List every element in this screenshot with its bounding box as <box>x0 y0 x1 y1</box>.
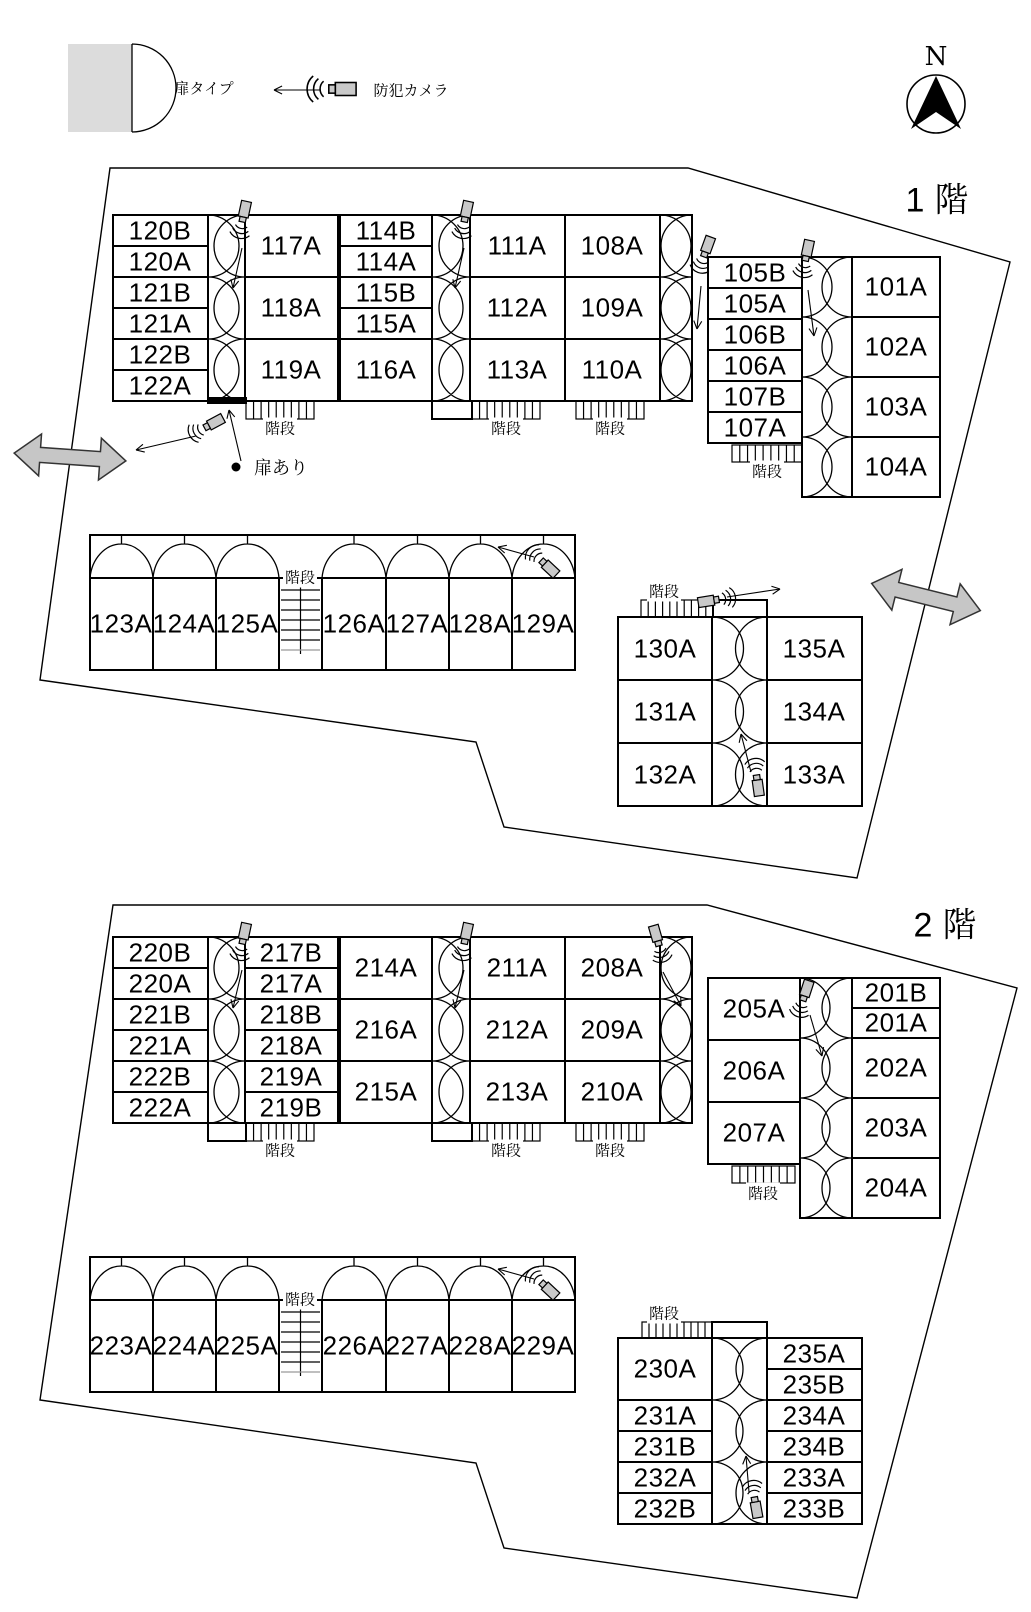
camera-direction-arrow <box>136 436 196 452</box>
room-label: 232B <box>633 1493 697 1524</box>
room-label: 216A <box>354 1014 418 1045</box>
stairs-label: 階段 <box>489 418 523 439</box>
stairs-label: 階段 <box>263 418 297 439</box>
security-camera-icon <box>229 199 256 240</box>
room-label: 109A <box>580 292 644 323</box>
room-label: 116A <box>355 354 417 385</box>
room-label: 106B <box>723 319 787 350</box>
room-label: 210A <box>580 1076 644 1107</box>
room-label: 112A <box>486 292 548 323</box>
stairs-label: 階段 <box>283 1289 317 1310</box>
room-label: 234A <box>782 1400 846 1431</box>
stairs-label: 階段 <box>647 1303 681 1324</box>
room-label: 126A <box>322 608 386 639</box>
stairs-label: 階段 <box>489 1140 523 1161</box>
room-label: 229A <box>511 1330 575 1361</box>
legend-door-type-label: 扉タイプ <box>174 80 234 98</box>
room-label: 223A <box>89 1330 153 1361</box>
stairs-label: 階段 <box>263 1140 297 1161</box>
stairs-label: 階段 <box>746 1183 780 1204</box>
room-label: 102A <box>864 331 928 362</box>
room-label: 119A <box>260 354 322 385</box>
room-label: 214A <box>354 952 418 983</box>
room-label: 107A <box>723 412 787 443</box>
room-label: 131A <box>633 696 697 727</box>
door-swing-arcs <box>802 257 852 497</box>
stairs-icon <box>472 401 540 419</box>
room-label: 121B <box>128 277 192 308</box>
camera-direction-arrow <box>231 970 242 1008</box>
entrance-arrow <box>13 432 128 482</box>
room-label: 222A <box>128 1092 192 1123</box>
room-label: 226A <box>322 1330 386 1361</box>
room-label: 134A <box>782 696 846 727</box>
stairs-icon <box>246 1123 314 1141</box>
room-label: 111A <box>487 230 547 261</box>
room-label: 233B <box>782 1493 846 1524</box>
room-label: 201A <box>864 1007 928 1038</box>
room-label: 211A <box>486 952 548 983</box>
room-label: 201B <box>864 977 928 1008</box>
room-label: 115B <box>355 277 417 308</box>
room-label: 115A <box>355 308 417 339</box>
room-label: 207A <box>722 1117 786 1148</box>
stairs-icon <box>732 445 802 462</box>
camera-direction-arrow <box>727 586 780 597</box>
room-label: 105B <box>723 257 787 288</box>
door-swing-arcs <box>712 1338 767 1524</box>
camera-direction-arrow <box>227 410 241 461</box>
room-label: 122A <box>128 370 192 401</box>
floor2-title: 2階 <box>913 906 987 945</box>
room-label: 209A <box>580 1014 644 1045</box>
door-swing-arcs <box>660 215 692 401</box>
security-camera-icon <box>697 587 737 613</box>
door-note-bullet <box>232 463 241 472</box>
legend-camera-label: 防犯カメラ <box>373 82 449 100</box>
door-swing-arcs <box>432 215 470 401</box>
room-label: 129A <box>511 608 575 639</box>
legend-door-type-icon <box>68 44 176 132</box>
building-block-outline <box>713 600 767 617</box>
building-block-outline <box>208 1123 246 1141</box>
room-label: 104A <box>864 451 928 482</box>
room-label: 122B <box>128 339 192 370</box>
building-block-outline <box>802 257 852 497</box>
room-label: 203A <box>864 1112 928 1143</box>
room-label: 204A <box>864 1172 928 1203</box>
stairs-label: 階段 <box>750 461 784 482</box>
room-label: 124A <box>152 608 216 639</box>
room-label: 114A <box>355 246 417 277</box>
stairs-icon <box>732 1166 795 1183</box>
door-swing-arcs <box>800 978 852 1218</box>
stairs-icon <box>642 1322 712 1338</box>
room-label: 231A <box>633 1400 697 1431</box>
building-block-outline <box>800 978 852 1218</box>
stairs-ladder-icon <box>281 1300 320 1376</box>
compass-north-label: N <box>924 42 948 72</box>
room-label: 108A <box>580 230 644 261</box>
room-label: 128A <box>448 608 512 639</box>
room-label: 219B <box>259 1092 323 1123</box>
room-label: 123A <box>89 608 153 639</box>
building-block-outline <box>432 1123 472 1141</box>
room-label: 120B <box>128 215 192 246</box>
room-label: 220A <box>128 968 192 999</box>
security-camera-icon <box>229 921 256 962</box>
room-label: 218A <box>259 1030 323 1061</box>
stairs-label: 階段 <box>283 567 317 588</box>
stairs-label: 階段 <box>593 1140 627 1161</box>
security-camera-icon <box>451 199 478 240</box>
camera-direction-arrow <box>231 248 242 288</box>
stairs-ladder-icon <box>281 578 320 654</box>
room-label: 232A <box>633 1462 697 1493</box>
room-label: 133A <box>782 759 846 790</box>
room-label: 103A <box>864 391 928 422</box>
room-label: 224A <box>152 1330 216 1361</box>
room-label: 217A <box>259 968 323 999</box>
security-camera-icon <box>644 923 674 965</box>
security-camera-icon <box>742 1479 768 1520</box>
room-label: 222B <box>128 1061 192 1092</box>
room-label: 212A <box>485 1014 549 1045</box>
door-bar <box>207 397 247 404</box>
room-label: 208A <box>580 952 644 983</box>
room-label: 135A <box>782 633 846 664</box>
room-label: 235B <box>782 1369 846 1400</box>
stairs-label: 階段 <box>593 418 627 439</box>
door-swing-arcs <box>90 535 575 578</box>
security-camera-icon <box>451 921 478 962</box>
stairs-icon <box>576 1123 644 1141</box>
room-label: 231B <box>633 1431 697 1462</box>
door-swing-arcs <box>660 937 692 1123</box>
building-block-outline <box>432 401 472 419</box>
building-block-outline <box>712 1322 767 1338</box>
floor1-title: 1階 <box>905 181 979 220</box>
room-label: 221A <box>128 1030 192 1061</box>
stairs-icon <box>246 401 314 419</box>
room-label: 202A <box>864 1052 928 1083</box>
camera-direction-arrow <box>739 734 751 772</box>
security-camera-icon <box>744 757 769 797</box>
security-camera-icon <box>689 234 721 276</box>
entrance-arrow <box>867 563 986 631</box>
room-label: 132A <box>633 759 697 790</box>
room-label: 120A <box>128 246 192 277</box>
door-swing-arcs <box>208 937 245 1123</box>
stairs-icon <box>472 1123 540 1141</box>
room-label: 110A <box>581 354 643 385</box>
room-label: 227A <box>385 1330 449 1361</box>
door-swing-arcs <box>208 215 245 401</box>
security-camera-icon <box>788 978 819 1020</box>
compass-icon <box>907 75 965 133</box>
room-label: 233A <box>782 1462 846 1493</box>
room-label: 225A <box>215 1330 279 1361</box>
door-note-label: 扉あり <box>254 458 308 478</box>
room-label: 113A <box>486 354 548 385</box>
room-label: 221B <box>128 999 192 1030</box>
room-label: 206A <box>722 1055 786 1086</box>
stairs-label: 階段 <box>647 581 681 602</box>
room-label: 219A <box>259 1061 323 1092</box>
stairs-icon <box>576 401 644 419</box>
room-label: 213A <box>485 1076 549 1107</box>
room-label: 107B <box>723 381 787 412</box>
room-label: 125A <box>215 608 279 639</box>
room-label: 217B <box>259 937 323 968</box>
room-label: 101A <box>864 271 928 302</box>
camera-direction-arrow <box>694 286 702 329</box>
room-label: 121A <box>128 308 192 339</box>
room-label: 234B <box>782 1431 846 1462</box>
room-label: 218B <box>259 999 323 1030</box>
room-label: 117A <box>260 230 322 261</box>
room-label: 215A <box>354 1076 418 1107</box>
room-label: 205A <box>722 993 786 1024</box>
room-label: 127A <box>385 608 449 639</box>
camera-direction-arrow <box>808 290 817 336</box>
room-label: 230A <box>633 1353 697 1384</box>
room-label: 106A <box>723 350 787 381</box>
room-label: 228A <box>448 1330 512 1361</box>
security-camera-icon <box>307 76 356 102</box>
room-label: 114B <box>355 215 417 246</box>
security-camera-icon <box>792 238 819 279</box>
room-label: 105A <box>723 288 787 319</box>
door-swing-arcs <box>432 937 470 1123</box>
room-label: 118A <box>260 292 322 323</box>
security-camera-icon <box>185 409 228 444</box>
door-swing-arcs <box>90 1257 575 1300</box>
room-label: 235A <box>782 1338 846 1369</box>
room-label: 130A <box>633 633 697 664</box>
room-label: 220B <box>128 937 192 968</box>
